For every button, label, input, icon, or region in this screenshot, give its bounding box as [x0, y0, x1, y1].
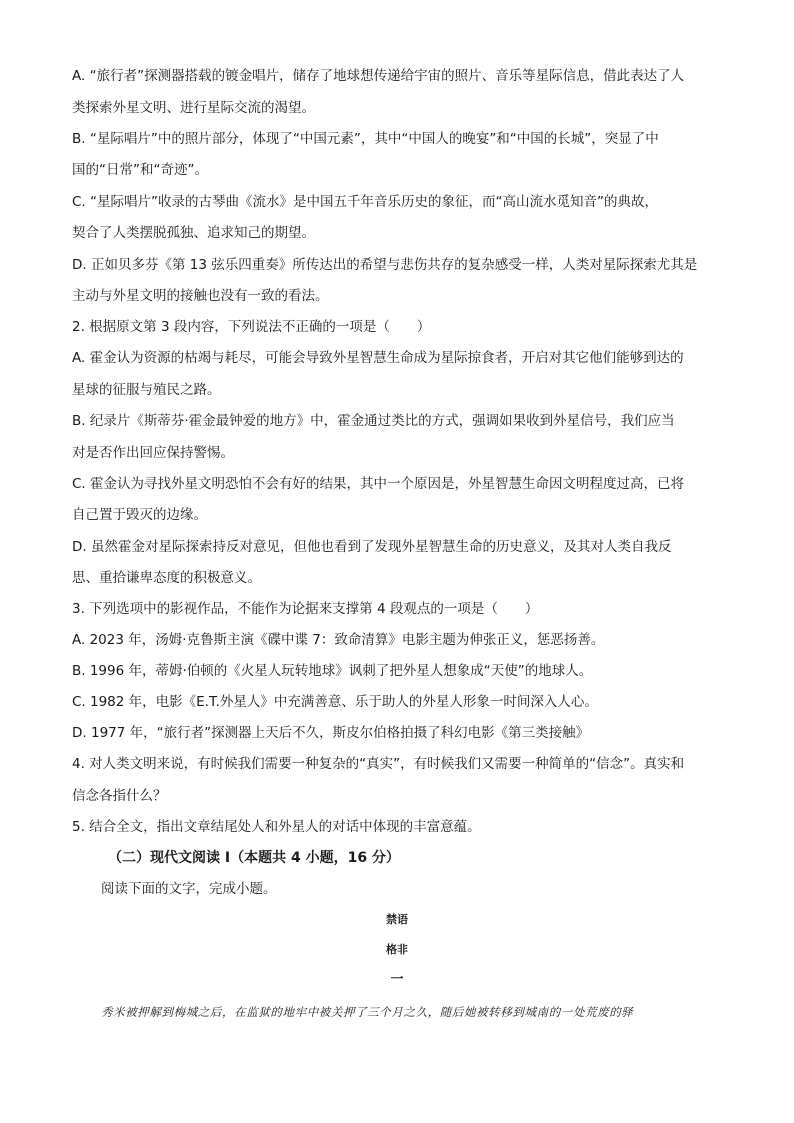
q1-option-c-line1: C. “星际唱片”收录的古琴曲《流水》是中国五千年音乐历史的象征，而“高山流水觅知音”的典故，	[72, 194, 658, 210]
part-number: 一	[390, 972, 404, 987]
q1-option-b-line2: 国的“日常”和“奇迹”。	[72, 162, 208, 178]
q2-option-d-line1: D. 虽然霍金对星际探索持反对意见，但他也看到了发现外星智慧生命的历史意义，及其对人类自我反	[72, 539, 672, 555]
reading-instruction: 阅读下面的文字，完成小题。	[101, 881, 277, 897]
passage-author: 格非	[386, 943, 408, 956]
passage-paragraph: 秀米被押解到梅城之后，在监狱的地牢中被关押了三个月之久，随后她被转移到城南的一处荒废的驿	[101, 1005, 634, 1019]
q1-option-d-line2: 主动与外星文明的接触也没有一致的看法。	[72, 288, 329, 304]
section-heading: （二）现代文阅读 I（本题共 4 小题，16 分）	[108, 850, 400, 866]
q2-option-b-line1: B. 纪录片《斯蒂芬·霍金最钟爱的地方》中，霍金通过类比的方式，强调如果收到外星信号，我们应当	[72, 413, 675, 429]
q2-option-c-line1: C. 霍金认为寻找外星文明恐怕不会有好的结果，其中一个原因是，外星智慧生命因文明程度过高，已将	[72, 476, 685, 492]
q2-option-b-line2: 对是否作出回应保持警惕。	[72, 445, 234, 461]
q4-line1: 4. 对人类文明来说，有时候我们需要一种复杂的“真实”，有时候我们又需要一种简单的“信念”。真实和	[72, 756, 685, 772]
q1-option-d-line1: D. 正如贝多芬《第 13 弦乐四重奏》所传达出的希望与悲伤共存的复杂感受一样，人类对星际探索尤其是	[72, 257, 698, 273]
q2-option-a-line2: 星球的征服与殖民之路。	[72, 382, 221, 398]
q2-option-d-line2: 思、重拾谦卑态度的积极意义。	[72, 570, 261, 586]
q3-stem: 3. 下列选项中的影视作品，不能作为论据来支撑第 4 段观点的一项是（ ）	[72, 601, 539, 617]
q3-option-c: C. 1982 年，电影《E.T.外星人》中充满善意、乐于助人的外星人形象一时间深入人心。	[72, 694, 598, 710]
q1-option-a-line2: 类探索外星文明、进行星际交流的渴望。	[72, 100, 315, 116]
q5-stem: 5. 结合全文，指出文章结尾处人和外星人的对话中体现的丰富意蕴。	[72, 819, 481, 835]
q1-option-c-line2: 契合了人类摆脱孤独、追求知己的期望。	[72, 225, 315, 241]
q1-option-b-line1: B. “星际唱片”中的照片部分，体现了“中国元素”，其中“中国人的晚宴”和“中国的长城”，突显了中	[72, 131, 659, 147]
q2-option-a-line1: A. 霍金认为资源的枯竭与耗尽，可能会导致外星智慧生命成为星际掠食者，开启对其它他们能够到达的	[72, 350, 684, 366]
q3-option-a: A. 2023 年，汤姆·克鲁斯主演《碟中谍 7：致命清算》电影主题为伸张正义，惩恶扬善。	[72, 632, 605, 648]
q3-option-d: D. 1977 年，“旅行者”探测器上天后不久，斯皮尔伯格拍摄了科幻电影《第三类接触》	[72, 725, 590, 741]
q2-option-c-line2: 自己置于毁灭的边缘。	[72, 507, 207, 523]
q3-option-b: B. 1996 年，蒂姆·伯顿的《火星人玩转地球》讽刺了把外星人想象成“天使”的地球人。	[72, 663, 593, 679]
passage-title: 禁语	[386, 913, 408, 926]
q2-stem: 2. 根据原文第 3 段内容，下列说法不正确的一项是（ ）	[72, 319, 431, 335]
q4-line2: 信念各指什么？	[72, 788, 167, 804]
q1-option-a-line1: A. “旅行者”探测器搭载的镀金唱片，储存了地球想传递给宇宙的照片、音乐等星际信息，借此表达了人	[72, 68, 685, 84]
